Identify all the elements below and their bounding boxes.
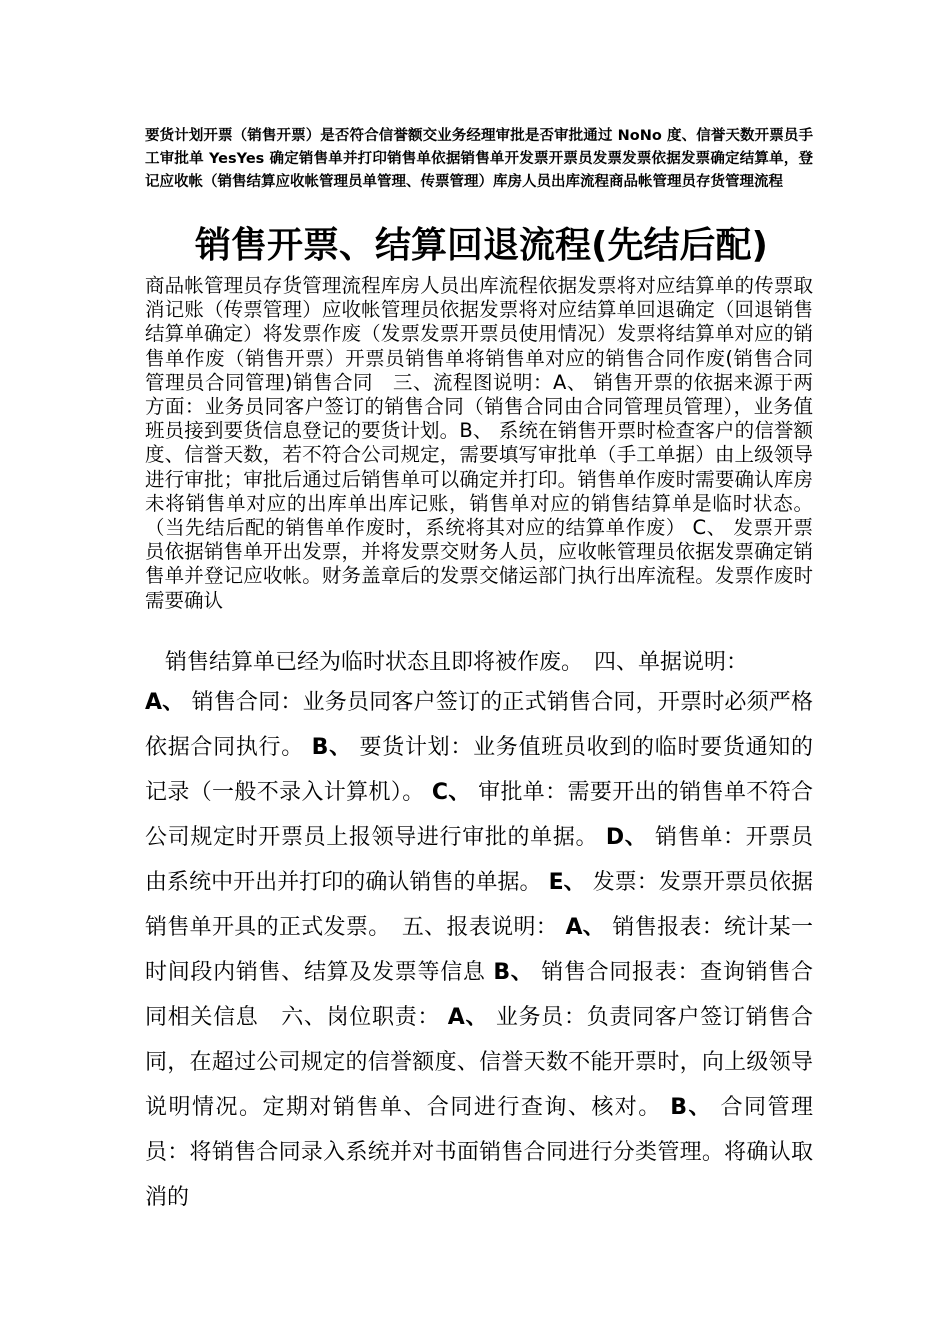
item-text: 审批单：需要开出的销售单不符合公司规定时开票员上报领导进行审批的单据。 bbox=[145, 780, 814, 850]
item-text: 发票：发票开票员依据销售单开具的正式发票。 五、报表说明： bbox=[145, 870, 813, 940]
item-ref: B、 bbox=[493, 960, 534, 985]
item-ref: A、 bbox=[565, 915, 606, 940]
item-text: 要货计划：业务值班员收到的临时要货通知的记录（一般不录入计算机）。 bbox=[145, 735, 813, 805]
section-title: 销售开票、结算回退流程(先结后配) bbox=[195, 225, 768, 266]
item-ref: B、 bbox=[670, 1095, 713, 1120]
flowchart-residual-text: 要货计划开票（销售开票）是否符合信誉额交业务经理审批是否审批通过 NoNo 度、信誉天数开票员手工审批单 YesYes 确定销售单并打印销售单依据销售单开发票开票员发票发票依据发票确定结算单，登记应收帐（销售结算应收帐管理员单管理、传票管理）库房人员出库流程商品帐管理员存货管理流程 bbox=[145, 128, 813, 190]
documents-and-roles-paragraph bbox=[145, 646, 813, 1220]
item-text: 业务员：负责同客户签订销售合同，在超过公司规定的信誉额度、信誉天数不能开票时，向上级领导说明情况。定期对销售单、合同进行查询、核对。 bbox=[145, 1005, 813, 1120]
flowchart-description-paragraph: 商品帐管理员存货管理流程库房人员出库流程依据发票将对应结算单的传票取消记账（传票管理）应收帐管理员依据发票将对应结算单回退确定（回退销售结算单确定）将发票作废（发票发票开票员使用情况）发票将结算单对应的销售单作废（销售开票）开票员销售单将销售单对应的销售合同作废(销售合同管理员合同管理)销售合同 三、流程图说明：A、 销售开票的依据来源于两方面：业务员同客户签订的销售合同（销售合同由合同管理员管理），业务值班员接到要货信息登记的要货计划。B、 系统在销售开票时检查客户的信誉额度、信誉天数，若不符合公司规定，需要填写审批单（手工单据）由上级领导进行审批；审批后通过后销售单可以确定并打印。销售单作废时需要确认库房未将销售单对应的出库单出库记账，销售单对应的销售结算单是临时状态。（当先结后配的销售单作废时，系统将其对应的结算单作废） C、 发票开票员依据销售单开出发票，并将发票交财务人员，应收帐管理员依据发票确定销售单并登记应收帐。财务盖章后的发票交储运部门执行出库流程。发票作废时需要确认 bbox=[145, 274, 813, 612]
item-text: 合同管理员：将销售合同录入系统并对书面销售合同进行分类管理。将确认取消的 bbox=[145, 1095, 813, 1210]
item-text: 销售合同：业务员同客户签订的正式销售合同，开票时必须严格依据合同执行。 bbox=[145, 690, 814, 760]
item-text: 销售报表：统计某一时间段内销售、结算及发票等信息 bbox=[145, 915, 813, 985]
item-ref: B、 bbox=[311, 735, 352, 760]
item-ref: D、 bbox=[605, 825, 648, 850]
item-ref: A、 bbox=[145, 690, 185, 715]
item-ref: A、 bbox=[447, 1005, 489, 1030]
item-text: 销售合同报表：查询销售合同相关信息 六、岗位职责： bbox=[145, 960, 813, 1030]
paragraph-lead-line: 销售结算单已经为临时状态且即将被作废。 四、单据说明： bbox=[165, 650, 749, 675]
item-ref: E、 bbox=[548, 870, 586, 895]
item-ref: C、 bbox=[431, 780, 471, 805]
item-text: 销售单：开票员由系统中开出并打印的确认销售的单据。 bbox=[145, 825, 813, 895]
